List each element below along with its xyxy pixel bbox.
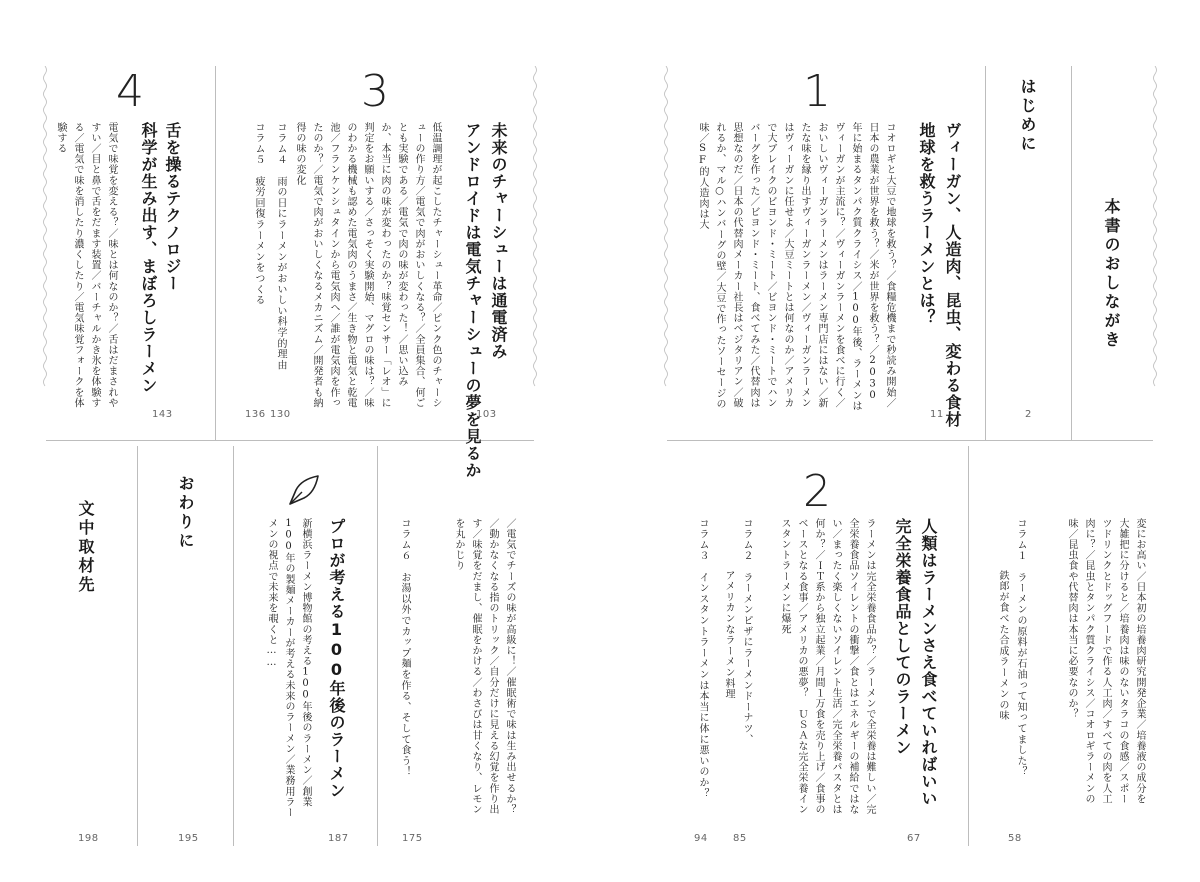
divider-horizontal bbox=[667, 440, 1153, 441]
chapter-title: 舌を操るテクノロジー bbox=[163, 122, 182, 292]
divider-vertical bbox=[137, 446, 138, 846]
divider-vertical bbox=[985, 66, 986, 440]
page-number: 85 bbox=[733, 833, 747, 844]
page-number: 2 bbox=[1025, 409, 1032, 420]
page-number: 67 bbox=[907, 833, 921, 844]
page-number: 103 bbox=[476, 409, 497, 420]
chapter-subtitle: 地球を救うラーメンとは？ bbox=[917, 122, 936, 326]
section-title: はじめに bbox=[1018, 78, 1037, 154]
chapter-body: 新横浜ラーメン博物館の考える100年後のラーメン／創業100年の製麺メーカーが考える未来のラーメン／業務用ラーメンの視点で未来を覗くと…… bbox=[266, 518, 311, 818]
chapter-title: プロが考える100年後のラーメン bbox=[327, 518, 346, 799]
pen-nib-icon bbox=[286, 472, 322, 508]
section-title: 文中取材先 bbox=[76, 500, 95, 595]
page-edge-gutter-left bbox=[532, 66, 538, 846]
column-item: コラム３ インスタントラーメンは本当に体に悪いのか？ bbox=[697, 518, 708, 799]
chapter-title: 人類はラーメンさえ食べていればいい bbox=[919, 518, 938, 807]
page-edge-gutter-right bbox=[663, 66, 669, 846]
chapter-number: 2 bbox=[803, 466, 831, 517]
chapter-body: ラーメンは完全栄養食品か？／ラーメンで全栄養は難しい／完全栄養食品ソイレントの衝撃／食とはエネルギーの補給ではない／まったく楽しくないソイレント生活／完全栄養パスタとは何か？／ＩＴ系から独立起業／月間１万食を売り上げ／食事のベースとなる食事／アメリカの悪夢？ ＵＳＡな完全栄養インスタントラーメンに爆死 bbox=[779, 518, 875, 815]
column-item: コラム６ お湯以外でカップ麺を作る、そして食う！ bbox=[399, 518, 410, 778]
column-item: 鉄郎が食べた合成ラーメンの味 bbox=[997, 570, 1008, 722]
divider-vertical bbox=[215, 66, 216, 440]
page-edge-left bbox=[42, 66, 48, 846]
page-number: 175 bbox=[402, 833, 423, 844]
chapter-number: 4 bbox=[116, 66, 144, 117]
page-number: 198 bbox=[78, 833, 99, 844]
divider-vertical bbox=[233, 446, 234, 846]
page-edge-right bbox=[1152, 66, 1158, 846]
page-number: 58 bbox=[1008, 833, 1022, 844]
page-number: 187 bbox=[328, 833, 349, 844]
chapter-subtitle: 完全栄養食品としてのラーメン bbox=[893, 518, 912, 756]
divider-vertical bbox=[968, 446, 969, 846]
column-item: コラム２ ラーメンピザにラーメンドーナツ、 bbox=[741, 518, 752, 745]
page-number: 136 bbox=[245, 409, 266, 420]
chapter-body: 電気で味覚を変える？／味とは何なのか？／舌はだまされやすい／目と鼻で舌をだます装置／バーチャルかき氷を体験する／電気で味を消したり濃くしたり／電気味覚フォークを体験する bbox=[55, 122, 117, 409]
chapter-title: ヴィーガン、人造肉、昆虫、変わる食材 bbox=[943, 122, 962, 428]
chapter-body: 変にお高い／日本初の培養肉研究開発企業／培養液の成分を大雑把に分けると／培養肉は味のないタラコの食感／スポーツドリンクとドッグフードで作る人工肉／すべての肉を人工肉に？／昆虫とタンパク質クライシス／コオロギラーメンの味／昆虫食や代替肉は本当に必要なのか？ bbox=[1066, 518, 1145, 805]
divider-vertical bbox=[1071, 66, 1072, 440]
column-item: コラム５ 疲労回復ラーメンをつくる bbox=[253, 122, 264, 306]
chapter-body: ／電気でチーズの味が高級に！／催眠術で味は生み出せるか？／動かなくなる指のトリック／自分だけに見える幻覚を作り出す／味覚をだまし、催眠をかける／わさびは甘くなり、レモンを丸かじり bbox=[453, 518, 515, 815]
divider-vertical bbox=[377, 446, 378, 846]
chapter-number: 1 bbox=[803, 66, 831, 117]
toc-heading: 本書のおしながき bbox=[1102, 198, 1121, 350]
page-number: 130 bbox=[270, 409, 291, 420]
column-item: コラム１ ラーメンの原料が石油って知ってました？ bbox=[1015, 518, 1026, 778]
divider-horizontal bbox=[46, 440, 534, 441]
chapter-body: 低温調理が起こしたチャーシュー革命／ピンク色のチャーシューの作り方／電気で肉がおいしくなる？／全員集合、何ごとも実験である／電気で肉の味が変わった！／思い込み か、本当に肉の味が変わったのか？味覚センサー「レオ」に判定をお願いする／さっそく実験開始、マグロの味は？／味のわかる機械も認めた電気肉のうまさ／生き物と電気と乾電池／フランケンシュタインから電気肉へ／誰が電気肉を作ったのか？／電気で肉がおいしくなるメカニズム／開発者も納得の味の変化 bbox=[294, 122, 441, 409]
page-number: 94 bbox=[694, 833, 708, 844]
chapter-subtitle: アンドロイドは電気チャーシューの夢を見るか bbox=[463, 122, 482, 479]
section-title: おわりに bbox=[176, 475, 195, 551]
chapter-number: 3 bbox=[361, 66, 389, 117]
page-number: 195 bbox=[178, 833, 199, 844]
chapter-body: コオロギと大豆で地球を救う？／食糧危機まで秒読み開始／日本の農業が世界を救う？／米が世界を救う？／2030年に始まるタンパク質クライシス／100年後、ラーメンはヴィーガンが主流に？／ヴィーガンラーメンを食べに行く／おいしいヴィーガンラーメンはラーメン専門店にはない／新たな味を縁り出すヴィーガンラーメン／ヴィーガンラーメンはヴィーガンに任せよ／大豆ミートとは何なのか／アメリカで大ブレイクのビヨンド・ミート／ビヨンド・ミートでハンバーグを作った／ビヨンド・ミート、食べてみた／代替肉は思想なのだ／日本の代替肉メーカー社長はベジタリアン／破れるか、マル○ハンバーグの壁／大豆で作ったソーセージの味／SF的人造肉は大 bbox=[697, 122, 895, 412]
column-item: アメリカンなラーメン料理 bbox=[723, 570, 734, 700]
page-number: 11 bbox=[930, 409, 944, 420]
chapter-subtitle: 科学が生み出す、まぼろしラーメン bbox=[139, 122, 158, 394]
chapter-title: 未来のチャーシューは通電済み bbox=[489, 122, 508, 360]
column-item: コラム４ 雨の日にラーメンがおいしい科学的理由 bbox=[275, 122, 286, 371]
page-number: 143 bbox=[152, 409, 173, 420]
